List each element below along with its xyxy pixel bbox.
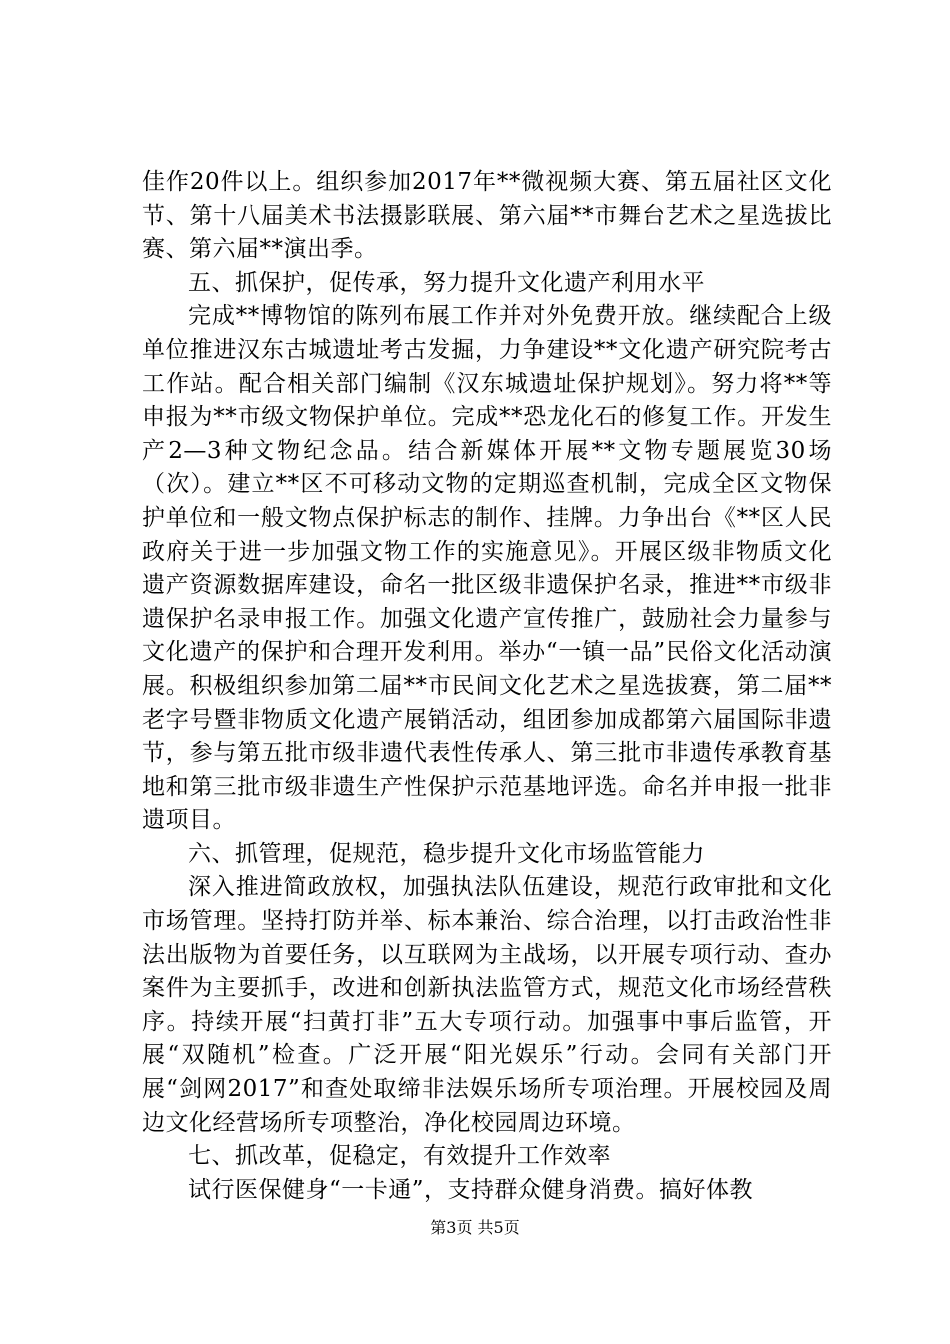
section-heading-6: 六、抓管理，促规范，稳步提升文化市场监管能力	[188, 840, 705, 867]
paragraph-continued: 佳作20件以上。组织参加2017年**微视频大赛、第五届社区文化节、第十八届美术书法摄影联展、第六届**市舞台艺术之星选拔比赛、第六届**演出季。	[142, 169, 832, 263]
paragraph-section-5: 完成**博物馆的陈列布展工作并对外免费开放。继续配合上级单位推进汉东古城遗址考古发掘，力争建设**文化遗产研究院考古工作站。配合相关部门编制《汉东城遗址保护规划》。努力将**等申报为**市级文物保护单位。完成**恐龙化石的修复工作。开发生产2—3种文物纪念品。结合新媒体开展**文物专题展览30场（次）。建立**区不可移动文物的定期巡查机制，完成全区文物保护单位和一般文物点保护标志的制作、挂牌。力争出台《**区人民政府关于进一步加强文物工作的实施意见》。开展区级非物质文化遗产资源数据库建设，命名一批区级非遗保护名录，推进**市级非遗保护名录申报工作。加强文化遗产宣传推广，鼓励社会力量参与文化遗产的保护和合理开发利用。举办“一镇一品”民俗文化活动演展。积极组织参加第二届**市民间文化艺术之星选拔赛，第二届**老字号暨非物质文化遗产展销活动，组团参加成都第六届国际非遗节，参与第五批市级非遗代表性传承人、第三批市非遗传承教育基地和第三批市级非遗生产性保护示范基地评选。命名并申报一批非遗项目。	[142, 303, 832, 834]
section-heading-5: 五、抓保护，促传承，努力提升文化遗产利用水平	[188, 269, 705, 296]
paragraph-section-7: 试行医保健身“一卡通”，支持群众健身消费。搞好体教	[188, 1176, 754, 1203]
paragraph-section-6: 深入推进简政放权，加强执法队伍建设，规范行政审批和文化市场管理。坚持打防并举、标本兼治、综合治理，以打击政治性非法出版物为首要任务，以互联网为主战场，以开展专项行动、查办案件为主要抓手，改进和创新执法监管方式，规范文化市场经营秩序。持续开展“扫黄打非”五大专项行动。加强事中事后监管，开展“双随机”检查。广泛开展“阳光娱乐”行动。会同有关部门开展“剑网2017”和查处取缔非法娱乐场所专项治理。开展校园及周边文化经营场所专项整治，净化校园周边环境。	[142, 874, 832, 1136]
section-heading-7: 七、抓改革，促稳定，有效提升工作效率	[188, 1143, 611, 1170]
page-footer: 第3页 共5页	[430, 1218, 520, 1237]
document-body	[142, 166, 832, 1207]
